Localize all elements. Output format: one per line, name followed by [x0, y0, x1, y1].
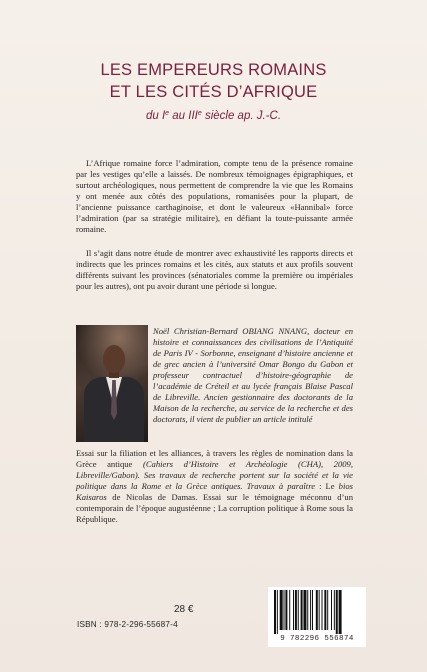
author-photo [76, 325, 148, 442]
blurb-paragraph-2: Il s’agit dans notre étude de montrer avec exhaustivité les rapports directs et indirects que les princes romains et les cités, aux statuts et aux profils souvent différents suivant les provinces (sénatoriales comme la première ou impériales pour les autres), ont pu avoir durant une période si longue. [76, 248, 353, 291]
barcode [268, 587, 366, 647]
photo-head [103, 345, 125, 373]
barcode-bar [310, 590, 311, 630]
bio-text: : Le [315, 481, 339, 491]
barcode-bar [289, 590, 290, 630]
barcode-bar [293, 590, 294, 630]
author-bio-top: Noël Christian-Bernard OBIANG NNANG, docteur en histoire et connaissances des civilisations de l’Antiquité de Paris IV - Sorbonne, enseignant d’histoire ancienne et de grec ancien à l’université Omar Bongo du Gabon et professeur contractuel d’histoire-géographie de l’académie de Créteil et au lycée français Blaise Pascal de Libreville. Ancien gestionnaire des doctorants de la Maison de la recherche, au service de la recherche et des doctorats, il vient de publier un article intitulé [153, 326, 353, 424]
bio-text-italic: (Cahiers d’Histoire et Archéologie (CHA), 2009, Libreville/Gabon). Ses travaux de recherche portent sur la société et la vie politique dans la Rome et la Grèce antiques. Travaux à paraître [76, 459, 354, 491]
barcode-bar [316, 590, 318, 630]
barcode-digits: 9 782296 556874 [280, 635, 354, 643]
barcode-bar [274, 590, 276, 634]
barcode-bar [298, 590, 299, 630]
book-title-line-2: ET LES CITÉS D’AFRIQUE [109, 83, 318, 101]
author-bio-continued [76, 448, 353, 525]
subtitle-part: siècle ap. J.-C. [201, 110, 282, 122]
barcode-bars [272, 590, 362, 634]
blurb-paragraph-1: L’Afrique romaine force l’admiration, compte tenu de la présence romaine par les vestiges qu’elle a laissés. De nombreux témoignages épigraphiques, et surtout archéologiques, nous permettent de comprendre la vie que les Romains y ont menée aux côtés des populations, romanisées pour la plupart, de l’ancienne puissance carthaginoise, et dont le valeureux «Hannibal» force l’admiration (par sa stratégie militaire), en défiant la toute-puissante armée romaine. [76, 158, 353, 234]
barcode-bar [336, 590, 338, 634]
barcode-bar [312, 590, 313, 630]
bio-text: Essai sur la filiation et les alliances, à travers les règles de nomination dans la Grèce antique [76, 448, 353, 469]
barcode-bar [277, 590, 278, 634]
barcode-bar [280, 590, 283, 630]
barcode-bar [331, 590, 332, 630]
subtitle-superscript: e [197, 110, 202, 117]
barcode-bar [285, 590, 287, 630]
isbn-label: ISBN : 978-2-296-55687-4 [77, 620, 178, 629]
subtitle-part: du I [145, 110, 166, 122]
barcode-bar [295, 590, 297, 630]
barcode-bar [322, 590, 323, 630]
barcode-bar [324, 590, 326, 630]
bio-text: de Nicolas de Damas. Essai sur le témoignage méconnu d’un contemporain de l’époque augustéenne ; La corruption politique à Rome sous la République. [76, 492, 353, 524]
barcode-bar [284, 590, 285, 630]
barcode-bar [334, 590, 335, 630]
subtitle-superscript: e [165, 110, 170, 117]
barcode-bar [301, 590, 303, 630]
bio-text-italic: bios Kaisaros [76, 481, 353, 502]
book-subtitle [0, 110, 427, 122]
barcode-bar [303, 590, 306, 630]
barcode-bar [307, 590, 308, 630]
barcode-bar [339, 590, 342, 634]
barcode-bar [319, 590, 320, 630]
barcode-bar [327, 590, 328, 630]
price-label: 28 € [174, 604, 194, 615]
subtitle-part: au III [169, 110, 198, 122]
book-title-line-1: LES EMPEREURS ROMAINS [100, 61, 327, 79]
